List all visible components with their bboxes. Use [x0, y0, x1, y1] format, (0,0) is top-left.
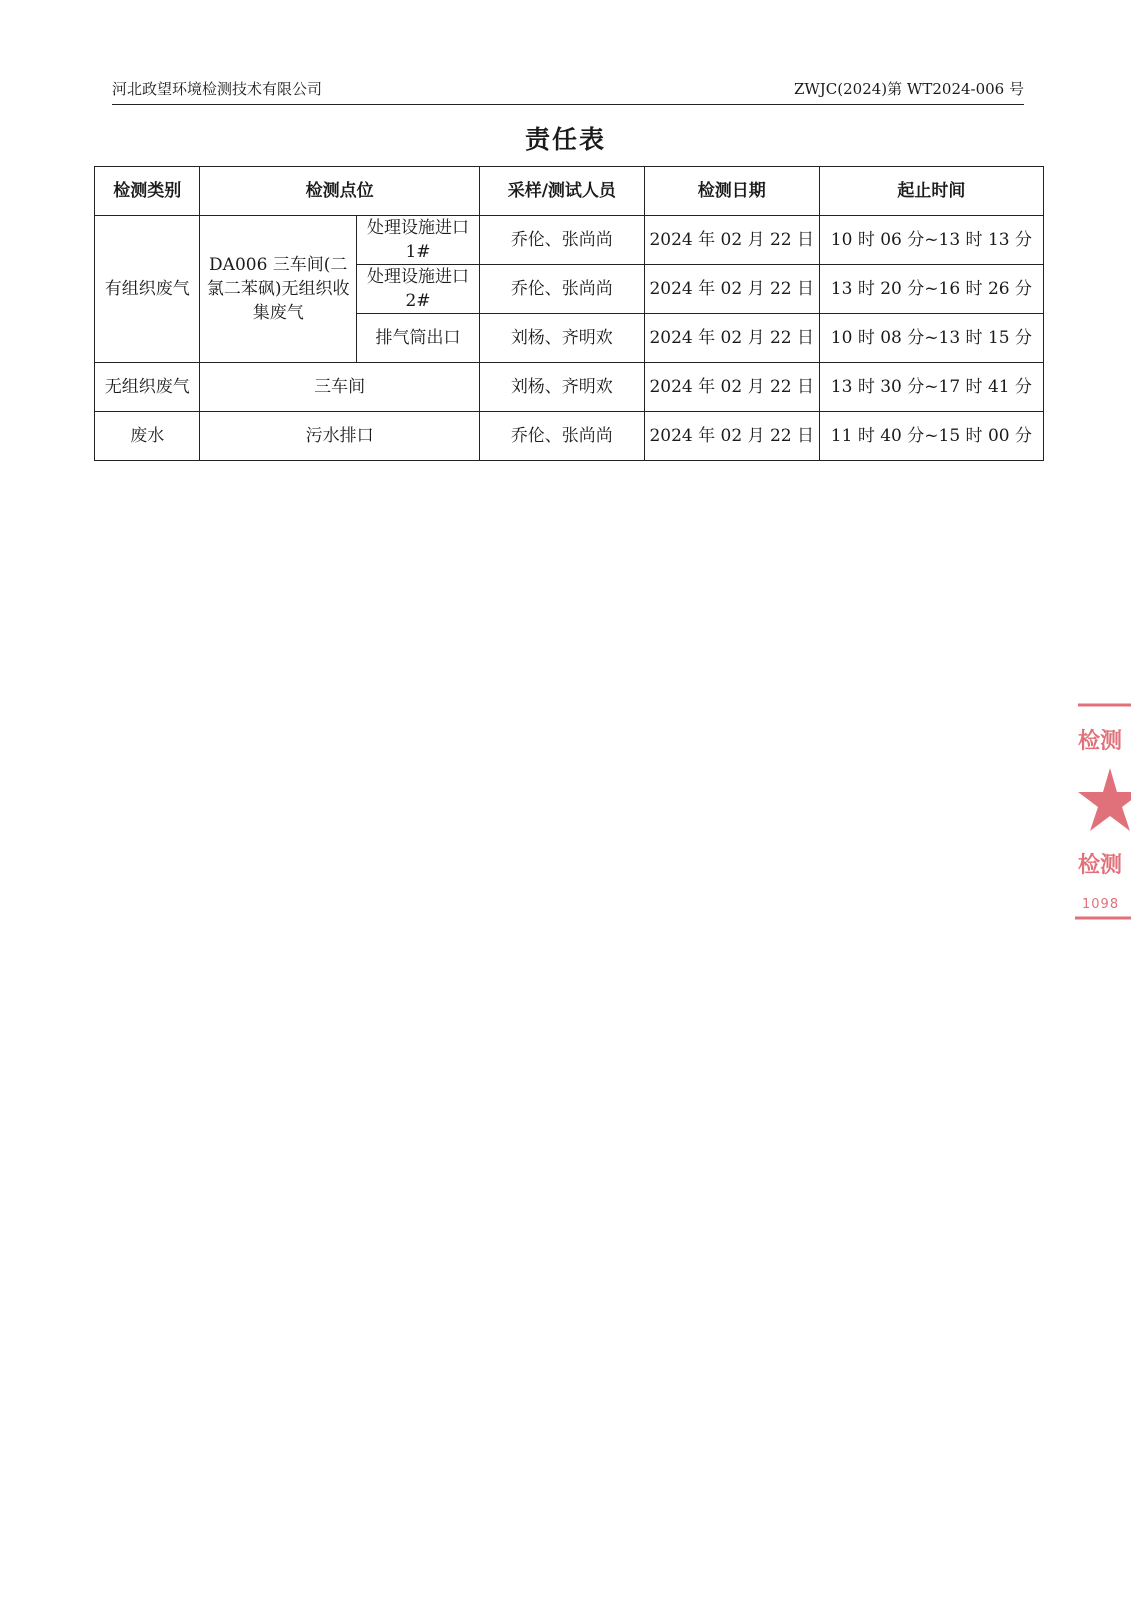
personnel-cell: 乔伦、张尚尚 — [479, 265, 644, 314]
category-cell: 无组织废气 — [95, 363, 200, 412]
date-cell: 2024 年 02 月 22 日 — [644, 314, 819, 363]
category-cell: 废水 — [95, 412, 200, 461]
time-cell: 13 时 20 分~16 时 26 分 — [819, 265, 1043, 314]
header-date: 检测日期 — [644, 167, 819, 216]
personnel-cell: 乔伦、张尚尚 — [479, 216, 644, 265]
location-cell: 三车间 — [200, 363, 479, 412]
sub-location-cell: 处理设施进口2# — [357, 265, 480, 314]
seal-text-bottom: 检测 — [1078, 852, 1123, 878]
time-cell: 13 时 30 分~17 时 41 分 — [819, 363, 1043, 412]
personnel-cell: 刘杨、齐明欢 — [479, 363, 644, 412]
document-number: ZWJC(2024)第 WT2024-006 号 — [793, 80, 1024, 98]
personnel-cell: 刘杨、齐明欢 — [479, 314, 644, 363]
table-row — [95, 412, 1044, 461]
header-time: 起止时间 — [819, 167, 1043, 216]
personnel-cell: 乔伦、张尚尚 — [479, 412, 644, 461]
time-cell: 10 时 08 分~13 时 15 分 — [819, 314, 1043, 363]
table-row — [95, 363, 1044, 412]
header-location: 检测点位 — [200, 167, 479, 216]
time-cell: 10 时 06 分~13 时 13 分 — [819, 216, 1043, 265]
seal-text-top: 检测 — [1078, 728, 1123, 754]
date-cell: 2024 年 02 月 22 日 — [644, 216, 819, 265]
table-row — [95, 216, 1044, 265]
category-cell: 有组织废气 — [95, 216, 200, 363]
page-header — [112, 76, 1024, 105]
date-cell: 2024 年 02 月 22 日 — [644, 363, 819, 412]
location-cell: 污水排口 — [200, 412, 479, 461]
star-icon — [1078, 768, 1131, 831]
time-cell: 11 时 40 分~15 时 00 分 — [819, 412, 1043, 461]
responsibility-table — [94, 166, 1044, 461]
seal-number: 1098 — [1082, 897, 1120, 912]
sub-location-cell: 排气筒出口 — [357, 314, 480, 363]
date-cell: 2024 年 02 月 22 日 — [644, 412, 819, 461]
header-category: 检测类别 — [95, 167, 200, 216]
table-header-row — [95, 167, 1044, 216]
header-personnel: 采样/测试人员 — [479, 167, 644, 216]
official-seal-stamp — [1070, 700, 1131, 930]
page-title: 责任表 — [524, 125, 606, 154]
company-name: 河北政望环境检测技术有限公司 — [112, 80, 323, 98]
sub-location-cell: 处理设施进口1# — [357, 216, 480, 265]
date-cell: 2024 年 02 月 22 日 — [644, 265, 819, 314]
location-cell: DA006 三车间(二氯二苯砜)无组织收集废气 — [200, 216, 357, 363]
